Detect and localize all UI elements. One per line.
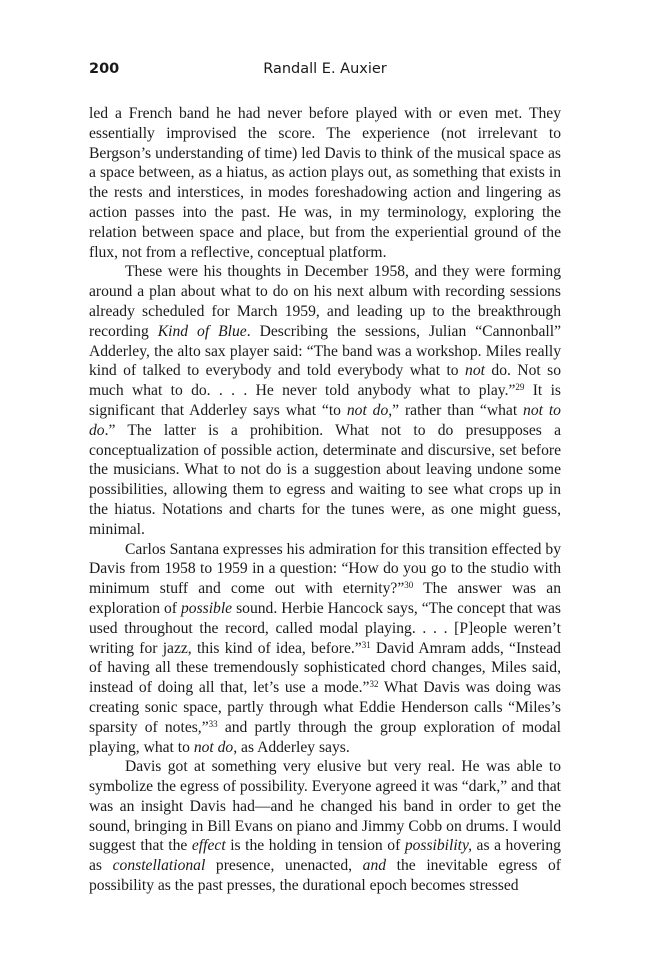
footnote-ref: 31 [361,639,371,650]
paragraph-3 [89,540,561,758]
text-run: The answer was an exploration of [89,580,561,617]
paragraph-1 [89,104,561,262]
footnote-ref: 29 [515,382,525,393]
text-run: David Amram adds, “Instead of having all these tremendously sophisticated chord changes, Miles said, instead of doing all that, let’s use a mode.” [89,639,561,697]
text-run: presence, unenacted, [205,857,363,875]
text-run: sound. Herbie Hancock says, “The concept that was used throughout the record, called modal playing. . . . [P]eople weren’t writing for jazz, this kind of idea, before.” [89,599,561,657]
page-number: 200 [89,61,120,77]
text-run: Davis got at something very elusive but very real. He was able to symbolize the egress of possibility. Everyone agreed it was “dark,” and that was an insight Davis had—and he changed his band in order to get the sound, bringing in Bill Evans on piano and Jimmy Cobb on drums. I would suggest that the [89,758,561,855]
text-run: and partly through the group exploration of modal playing, what to [89,718,561,756]
italic-text: not do [346,401,389,419]
text-run: do. Not so much what to do. . . . He never told anybody what to play.” [89,362,561,400]
italic-text: possible [180,599,233,617]
text-run: . Describing the sessions, Julian “Cannonball” Adderley, the alto sax player said: “The band was a workshop. Miles really kind of talked to everybody and told everybody what to [89,322,561,380]
text-run: What Davis was doing was creating sonic space, partly through what Eddie Henderson calls “Miles’s sparsity of notes,” [89,679,561,736]
italic-text: not [465,362,485,380]
text-run: ,” rather than “what [388,401,524,419]
text-run: the inevitable egress of possibility as the past presses, the durational epoch becomes stressed [89,857,561,895]
italic-text: and [362,857,387,875]
body-text [89,104,561,896]
running-head [89,61,561,83]
text-run: as a hovering as [89,837,561,875]
text-run: It is significant that Adderley says what “to [89,382,561,419]
running-title: Randall E. Auxier [263,61,387,77]
italic-text: Kind of Blue [157,322,247,340]
italic-text: constellational [112,857,206,875]
italic-text: not to do [89,401,561,439]
italic-text: possibility, [404,837,472,855]
text-run: These were his thoughts in December 1958, and they were forming around a plan about what to do on his next album with recording sessions already scheduled for March 1959, and leading up to the breakthrough recording [89,263,561,340]
italic-text: effect [191,837,226,855]
paragraph-4 [89,757,561,896]
text-run: led a French band he had never before played with or even met. They essentially improvised the score. The experience (not irrelevant to Bergson’s understanding of time) led Davis to think of the musical space as a space between, as a hiatus, as action plays out, as something that exists in the rests and interstices, in modes foreshadowing action and lingering as action passes into the past. He was, in my terminology, exploring the relation between space and place, but from the experiential ground of the flux, not from a reflective, conceptual platform. [89,105,561,261]
footnote-ref: 32 [369,679,379,690]
text-run: is the holding in tension of [225,837,405,855]
text-run: .” The latter is a prohibition. What not to do presupposes a conceptualization of possible action, determinate and discursive, set before the musicians. What to not do is a suggestion about leaving undone some possibilities, allowing them to egress and waiting to see what crops up in the hiatus. Notations and charts for the tunes were, as one might guess, minimal. [89,421,561,538]
italic-text: not do, [193,738,238,756]
footnote-ref: 33 [208,718,218,729]
paragraph-2 [89,262,561,539]
footnote-ref: 30 [404,580,414,591]
text-run: Carlos Santana expresses his admiration for this transition effected by Davis from 1958 to 1959 in a question: “How do you go to the studio with minimum stuff and come out with eternity?” [89,540,561,598]
text-run: as Adderley says. [237,738,350,756]
